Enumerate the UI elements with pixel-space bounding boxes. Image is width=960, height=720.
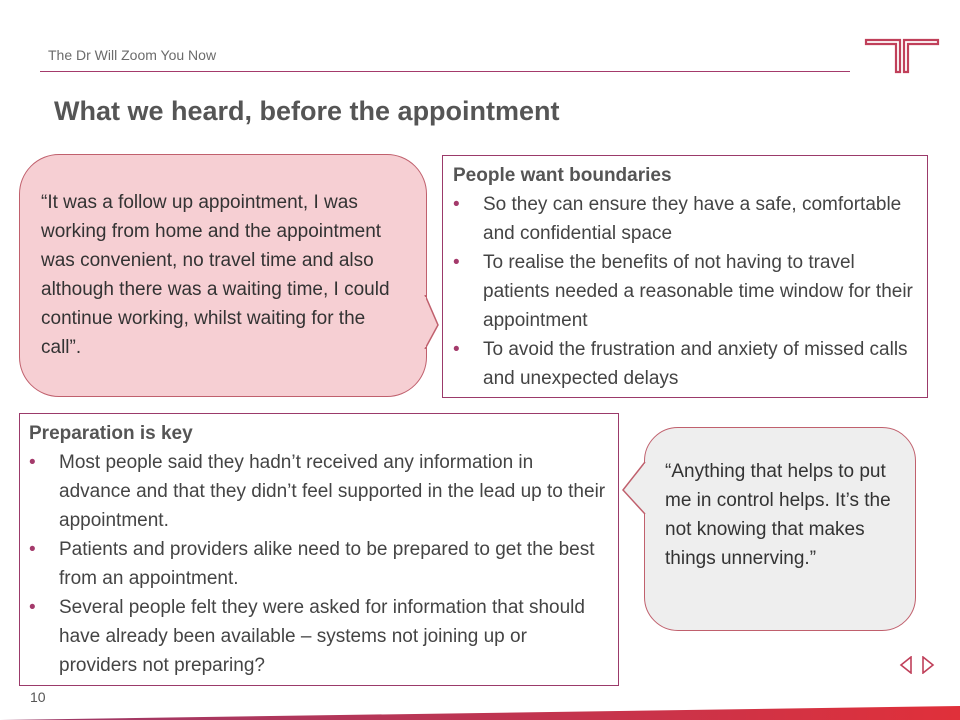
brand-logo-icon xyxy=(864,36,940,74)
boundaries-list xyxy=(453,190,917,393)
page-number: 10 xyxy=(30,689,46,705)
triangle-left-icon[interactable] xyxy=(899,656,913,674)
preparation-list xyxy=(29,448,608,680)
quote-bottom-text: “Anything that helps to put me in control helps. It’s the not knowing that makes things unnerving.” xyxy=(665,461,891,569)
preparation-heading: Preparation is key xyxy=(29,423,193,444)
quote-top-text: “It was a follow up appointment, I was working from home and the appointment was convenient, no travel time and also although there was a waiting time, I could continue working, whilst waiting for the call”. xyxy=(41,192,390,358)
list-item: • So they can ensure they have a safe, comfortable and confidential space xyxy=(453,190,917,248)
slide-title: What we heard, before the appointment xyxy=(54,96,560,126)
quote-bubble-bottom-tail xyxy=(622,462,646,514)
triangle-right-icon[interactable] xyxy=(921,656,935,674)
list-item: • Most people said they hadn’t received any information in advance and that they didn’t feel supported in the lead up to their appointment. xyxy=(29,448,608,535)
quote-bubble-top-tail xyxy=(424,295,440,349)
quote-bubble-top xyxy=(19,154,427,397)
preparation-box xyxy=(19,413,619,686)
list-item: • Several people felt they were asked for information that should have already been available – systems not joining up or providers not preparing? xyxy=(29,593,608,680)
boundaries-box xyxy=(442,155,928,398)
quote-bubble-bottom xyxy=(644,427,916,631)
list-item: • To realise the benefits of not having to travel patients needed a reasonable time window for their appointment xyxy=(453,248,917,335)
header-title: The Dr Will Zoom You Now xyxy=(48,47,217,63)
boundaries-heading: People want boundaries xyxy=(453,165,672,186)
footer-gradient-bar xyxy=(0,700,960,720)
header-divider xyxy=(40,71,850,72)
list-item: • To avoid the frustration and anxiety of missed calls and unexpected delays xyxy=(453,335,917,393)
list-item: • Patients and providers alike need to be prepared to get the best from an appointment. xyxy=(29,535,608,593)
